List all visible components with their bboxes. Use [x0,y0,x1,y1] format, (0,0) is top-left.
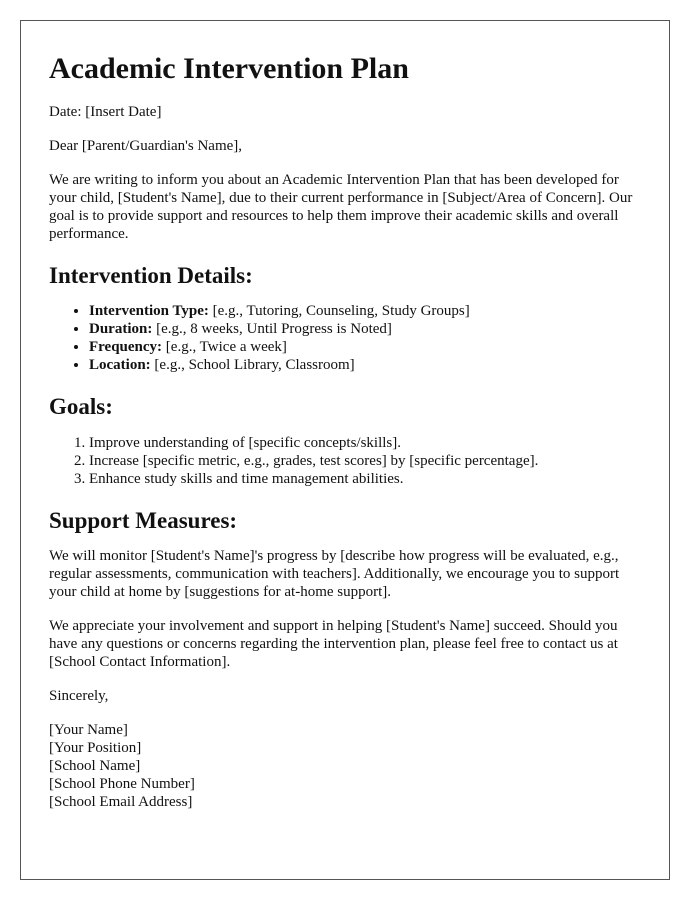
support-paragraph: We will monitor [Student's Name]'s progress by [describe how progress will be evaluated, e.g., regular assessments, communication with teachers]. Additionally, we encourage you to support your child at home by [suggestions for at-home support]. [49,547,620,600]
list-item: 1. Improve understanding of [specific concepts/skills]. [89,434,649,452]
detail-label: Intervention Type: [89,303,209,320]
detail-value: [e.g., Twice a week] [162,339,287,356]
signature-line: [School Email Address] [49,793,193,810]
signature-line: [Your Name] [49,721,128,738]
detail-value: [e.g., Tutoring, Counseling, Study Groups] [208,303,470,320]
list-item: 3. Enhance study skills and time management abilities. [89,470,649,488]
date-line: Date: [Insert Date] [49,104,162,120]
detail-value: [e.g., 8 weeks, Until Progress is Noted] [152,321,392,338]
goals-list [49,434,649,488]
intro-paragraph: We are writing to inform you about an Academic Intervention Plan that has been developed for your child, [Student's Name], due to their current performance in [Subject/Area of Concern]. Our goal is to provide support and resources to help them improve their academic skills and overall performance. [49,172,633,242]
page-title: Academic Intervention Plan [49,52,409,85]
letter-container [20,20,670,880]
intervention-details-list [49,302,649,374]
signature-line: [School Name] [49,757,141,774]
detail-label: Frequency: [89,339,163,356]
list-item: 2. Increase [specific metric, e.g., grades, test scores] by [specific percentage]. [89,452,649,470]
list-item [89,338,649,356]
list-item [89,320,649,338]
signature-line: [Your Position] [49,739,142,756]
list-item [89,302,649,320]
salutation: Dear [Parent/Guardian's Name], [49,138,243,154]
goals-heading: Goals: [49,394,113,420]
detail-label: Location: [89,357,151,374]
detail-label: Duration: [89,321,153,338]
intervention-details-heading: Intervention Details: [49,263,253,288]
appreciation-paragraph: We appreciate your involvement and support in helping [Student's Name] succeed. Should you have any questions or concerns regarding the intervention plan, please feel free to contact us at [School Contact Information]. [49,617,618,670]
signature-block [49,721,649,811]
detail-value: [e.g., School Library, Classroom] [150,357,355,374]
support-measures-heading: Support Measures: [49,507,238,533]
closing: Sincerely, [49,687,109,704]
signature-line: [School Phone Number] [49,775,195,792]
list-item [89,356,649,374]
